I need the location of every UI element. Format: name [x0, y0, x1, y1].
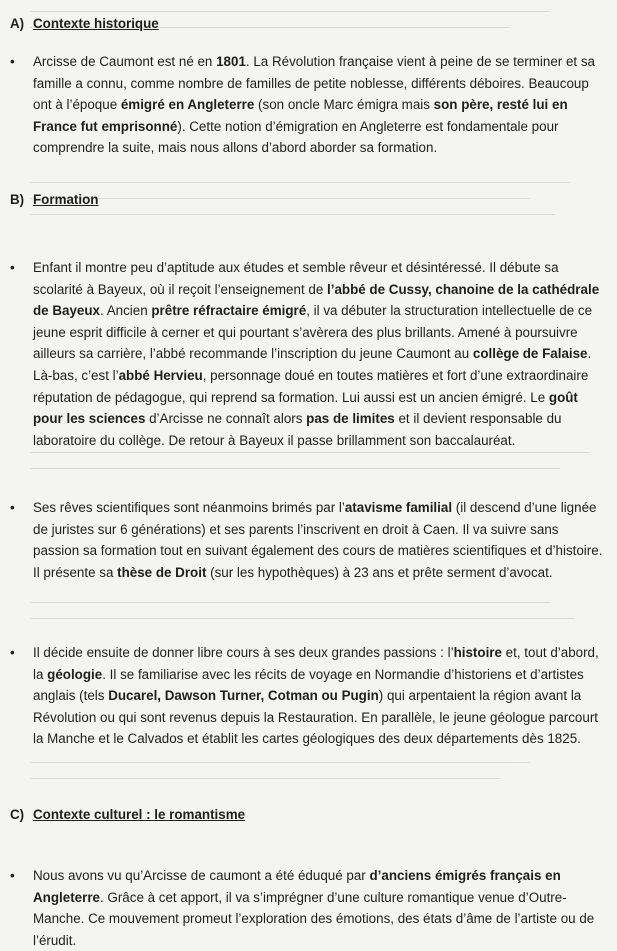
paragraph-text: Ses rêves scientifiques sont néanmoins brimés par l’atavisme familial (il descend d’une lignée de juristes sur 6 générations) et ses parents l’inscrivent en droit à Caen. Il va suivre sans passion sa formation tout en suivant également des cours de matières scientifiques et d’histoire. Il présente sa thèse de Droit (sur les hypothèques) à 23 ans et prête serment d’avocat. [33, 500, 603, 580]
section-heading-a [10, 16, 159, 31]
bullet-icon: • [10, 260, 15, 275]
paragraph-early-education [10, 257, 608, 451]
bullet-icon: • [10, 868, 15, 883]
bullet-icon: • [10, 54, 15, 69]
paragraph-romanticism [10, 865, 608, 951]
paragraph-text: Enfant il montre peu d’aptitude aux études et semble rêveur et désintéressé. Il débute sa scolarité à Bayeux, où il reçoit l’enseignement de l’abbé de Cussy, chanoine de la cathédrale de Bayeux. Ancien prêtre réfractaire émigré, il va débuter la structuration intellectuelle de ce jeune esprit difficile à cerner et qui pourtant s’avèrera des plus brillants. Amené à poursuivre ailleurs sa carrière, l’abbé recommande l’inscription du jeune Caumont au collège de Falaise. Là-bas, c’est l’abbé Hervieu, personnage doué en toutes matières et fort d’une extraordinaire réputation de pédagogue, qui reprend sa formation. Lui aussi est un ancien émigré. Le goût pour les sciences d’Arcisse ne connaît alors pas de limites et il devient responsable du laboratoire du collège. De retour à Bayeux il passe brillamment son baccalauréat. [33, 260, 600, 448]
paragraph-law-studies [10, 497, 608, 583]
bleed-through-text [30, 180, 600, 230]
bullet-icon: • [10, 645, 15, 660]
paragraph-text: Nous avons vu qu’Arcisse de caumont a été éduqué par d’anciens émigrés français en Angleterre. Grâce à cet apport, il va s’imprégner d’une culture romantique venue d’Outre-Manche. Ce mouvement promeut l’exploration des émotions, des états d’âme de l’artiste ou de l’érudit. [33, 868, 595, 948]
section-letter: A) [10, 16, 25, 31]
bleed-through-text [30, 602, 600, 634]
paragraph-text: Il décide ensuite de donner libre cours à ses deux grandes passions : l’histoire et, tout d’abord, la géologie. Il se familiarise avec les récits de voyage en Normandie d’historiens et d’artistes anglais (tels Ducarel, Dawson Turner, Cotman ou Pugin) qui arpentaient la région avant la Révolution ou qui sont revenus depuis la Restauration. En parallèle, le jeune géologue parcourt la Manche et le Calvados et établit les cartes géologiques des deux départements dès 1825. [33, 645, 599, 747]
section-heading-b [10, 192, 98, 207]
section-heading-c [10, 807, 245, 822]
section-letter: B) [10, 192, 25, 207]
bullet-icon: • [10, 500, 15, 515]
section-title: Contexte culturel : le romantisme [33, 807, 246, 822]
section-title: Formation [33, 192, 99, 207]
paragraph-birth [10, 51, 608, 159]
section-letter: C) [10, 807, 25, 822]
bleed-through-text [30, 452, 600, 484]
bleed-through-text [30, 762, 600, 794]
section-title: Contexte historique [33, 16, 159, 31]
paragraph-text: Arcisse de Caumont est né en 1801. La Révolution française vient à peine de se terminer et sa famille a connu, comme nombre de familles de petite noblesse, différents déboires. Beaucoup ont à l’époque émigré en Angleterre (son oncle Marc émigra mais son père, resté lui en France fut emprisonné). Cette notion d’émigration en Angleterre est fondamentale pour comprendre la suite, mais nous allons d’abord aborder sa formation. [33, 54, 596, 156]
paragraph-passions [10, 642, 608, 750]
